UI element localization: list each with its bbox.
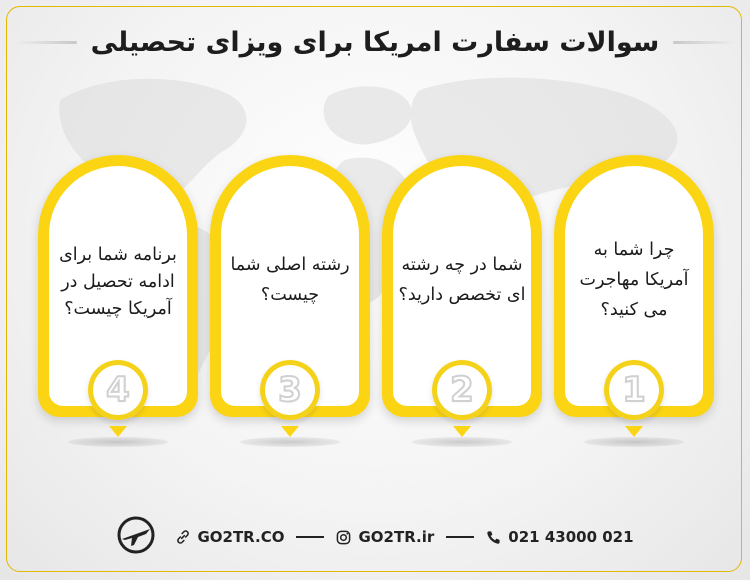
- card-shadow: [412, 437, 512, 447]
- footer-separator: [446, 536, 474, 538]
- phone-icon: [486, 530, 501, 545]
- card-pointer: [625, 426, 643, 437]
- card-pointer: [281, 426, 299, 437]
- title-divider-right: [673, 41, 736, 44]
- question-number: 3: [278, 370, 302, 410]
- question-text: چرا شما به آمریکا مهاجرت می کنید؟: [579, 240, 689, 320]
- question-text: رشته اصلی شما چیست؟: [230, 255, 350, 305]
- number-badge: [432, 360, 492, 420]
- question-text: شما در چه رشته ای تخصص دارید؟: [398, 255, 526, 305]
- question-card-1: [554, 155, 714, 445]
- number-badge: [604, 360, 664, 420]
- card-shadow: [68, 437, 168, 447]
- card-shadow: [240, 437, 340, 447]
- question-text: برنامه شما برای ادامه تحصیل در آمریکا چیست؟: [59, 244, 177, 319]
- instagram-icon: [336, 530, 351, 545]
- card-pointer: [453, 426, 471, 437]
- footer-separator: [296, 536, 324, 538]
- link-icon: [176, 530, 190, 544]
- phone-link[interactable]: [486, 528, 633, 546]
- title-divider-left: [14, 41, 77, 44]
- plane-logo-icon[interactable]: [116, 515, 156, 559]
- page-title: سوالات سفارت امریکا برای ویزای تحصیلی: [90, 26, 660, 58]
- number-badge: [88, 360, 148, 420]
- website-text: GO2TR.CO: [197, 528, 285, 546]
- question-card-3: [210, 155, 370, 445]
- question-number: 2: [450, 370, 474, 410]
- number-badge: [260, 360, 320, 420]
- card-pointer: [109, 426, 127, 437]
- instagram-link[interactable]: [336, 528, 434, 546]
- question-card-4: [38, 155, 198, 445]
- question-number: 4: [106, 370, 130, 410]
- question-card-2: [382, 155, 542, 445]
- website-link[interactable]: [176, 528, 284, 546]
- footer-contact-bar: [0, 517, 750, 557]
- card-shadow: [584, 437, 684, 447]
- phone-text: 021 43000 021: [508, 528, 634, 546]
- instagram-text: GO2TR.ir: [358, 528, 435, 546]
- title-bar: [0, 20, 750, 64]
- question-number: 1: [622, 370, 646, 410]
